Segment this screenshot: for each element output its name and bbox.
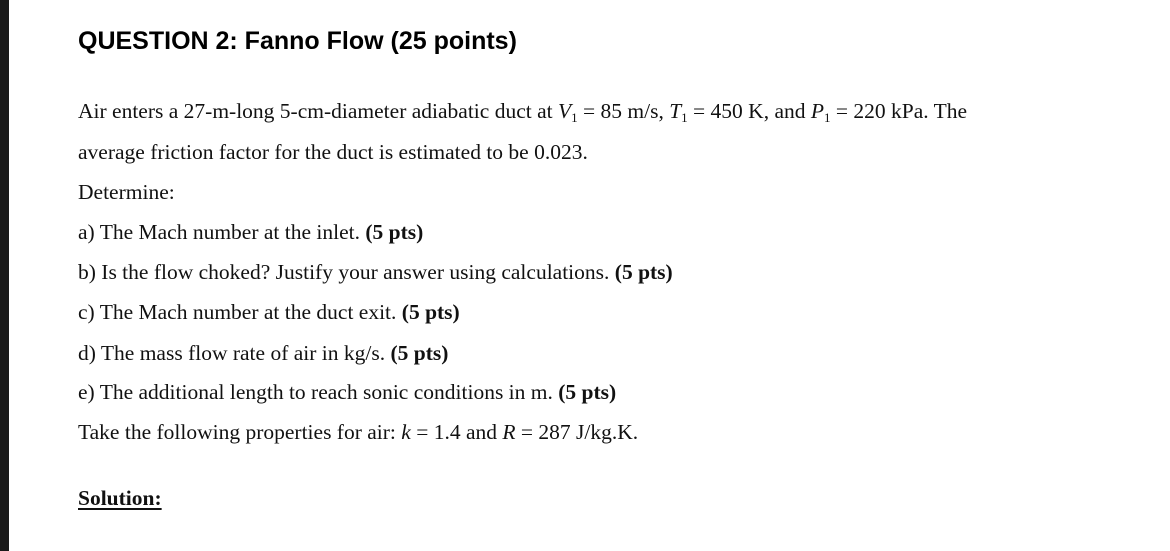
solution-heading: Solution:	[78, 486, 162, 510]
points-badge: (5 pts)	[365, 220, 424, 244]
list-item-c: c) The Mach number at the duct exit. (5 pts)	[78, 300, 460, 324]
question-title: QUESTION 2: Fanno Flow (25 points)	[78, 27, 517, 55]
k-symbol: k	[401, 420, 411, 444]
pressure-symbol: P	[810, 99, 825, 123]
pressure-subscript: 1	[824, 110, 831, 125]
list-item-b: b) Is the flow choked? Justify your answer using calculations. (5 pts)	[78, 260, 673, 284]
velocity-subscript: 1	[571, 110, 578, 125]
list-item-a: a) The Mach number at the inlet. (5 pts)	[78, 220, 424, 244]
points-badge: (5 pts)	[558, 380, 617, 404]
properties-line: Take the following properties for air: k = 1.4 and R = 287 J/kg.K.	[78, 420, 639, 444]
points-badge: (5 pts)	[390, 341, 449, 365]
document-page	[9, 0, 1170, 551]
intro-line-1: Air enters a 27-m-long 5-cm-diameter adiabatic duct at $V_1 = 85$ m/s, $T_1 = 450$ K, and $P_1 = 220$ kPa. The	[78, 99, 968, 125]
points-badge: (5 pts)	[401, 300, 460, 324]
list-item-d: d) The mass flow rate of air in kg/s. (5 pts)	[78, 341, 449, 365]
determine-label: Determine:	[78, 180, 175, 204]
points-badge: (5 pts)	[614, 260, 673, 284]
left-edge-bar	[0, 0, 9, 551]
list-item-e: e) The additional length to reach sonic conditions in m. (5 pts)	[78, 380, 617, 404]
temperature-subscript: 1	[681, 110, 688, 125]
velocity-symbol: V	[557, 99, 572, 123]
r-symbol: R	[502, 420, 516, 444]
intro-line-2: average friction factor for the duct is estimated to be 0.023.	[78, 140, 588, 164]
temperature-symbol: T	[669, 99, 682, 123]
